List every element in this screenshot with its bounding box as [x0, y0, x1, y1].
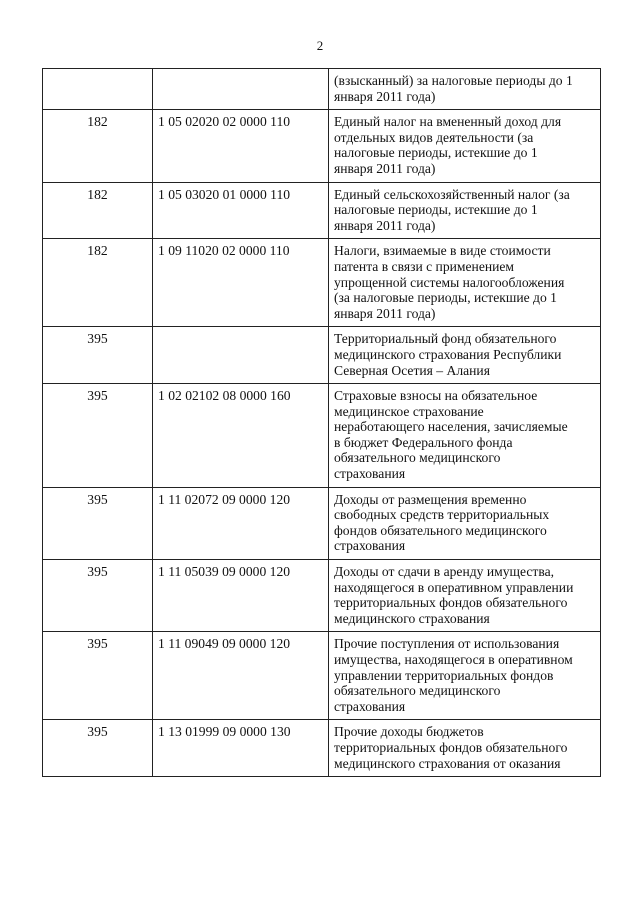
admin-code-cell: 395 [43, 327, 153, 384]
budget-classification-code-cell: 1 02 02102 08 0000 160 [153, 384, 329, 488]
revenue-name-line: страхования [334, 466, 406, 482]
revenue-name-cell [329, 560, 601, 632]
revenue-name-line: медицинского страхования [334, 610, 490, 626]
revenue-name-cell [329, 487, 601, 559]
table-row [43, 487, 601, 559]
revenue-name-line: января 2011 года) [334, 217, 436, 233]
revenue-name-line: Прочие доходы бюджетов [334, 724, 484, 740]
revenue-name-line: страхования [334, 538, 406, 554]
admin-code-cell: 395 [43, 384, 153, 488]
revenue-name-line: неработающего населения, зачисляемые [334, 419, 568, 435]
revenue-name-line: Прочие поступления от использования [334, 636, 560, 652]
revenue-name-line: Единый налог на вмененный доход для [334, 114, 562, 130]
revenue-name-line: Страховые взносы на обязательное [334, 388, 538, 404]
revenue-name-line: отдельных видов деятельности (за [334, 129, 534, 145]
table-row [43, 720, 601, 777]
budget-classification-code-cell: 1 05 03020 01 0000 110 [153, 182, 329, 239]
revenue-name-line: января 2011 года) [334, 305, 436, 321]
table-row [43, 110, 601, 182]
admin-code-cell: 395 [43, 560, 153, 632]
revenue-name-line: находящегося в оперативном управлении [334, 579, 574, 595]
revenue-name-line: Доходы от размещения временно [334, 491, 527, 507]
budget-classification-code-cell: 1 05 02020 02 0000 110 [153, 110, 329, 182]
revenue-name-line: медицинское страхование [334, 403, 484, 419]
budget-classification-code-cell: 1 11 09049 09 0000 120 [153, 632, 329, 720]
admin-code-cell: 182 [43, 110, 153, 182]
revenue-name-line: страхования [334, 698, 406, 714]
budget-classification-code-cell [153, 69, 329, 110]
table-row [43, 69, 601, 110]
revenue-name-cell [329, 632, 601, 720]
revenue-name-cell [329, 720, 601, 777]
revenue-name-line: Территориальный фонд обязательного [334, 331, 557, 347]
revenue-name-cell [329, 239, 601, 327]
page-number: 2 [316, 38, 324, 53]
revenue-name-line: налоговые периоды, истекшие до 1 [334, 145, 538, 161]
revenue-name-line: имущества, находящегося в оперативном [334, 652, 573, 667]
budget-classification-code-cell: 1 11 05039 09 0000 120 [153, 560, 329, 632]
table-row [43, 632, 601, 720]
revenue-name-line: медицинского страхования Республики [334, 346, 562, 362]
budget-classification-code-cell: 1 11 02072 09 0000 120 [153, 487, 329, 559]
revenue-name-cell [329, 182, 601, 239]
revenue-name-line: (за налоговые периоды, истекшие до 1 [334, 290, 557, 306]
admin-code-cell: 395 [43, 487, 153, 559]
revenue-name-line: налоговые периоды, истекшие до 1 [334, 202, 538, 218]
revenue-name-line: Единый сельскохозяйственный налог (за [334, 186, 570, 202]
admin-code-cell: 395 [43, 720, 153, 777]
table-row [43, 239, 601, 327]
budget-classification-code-cell: 1 13 01999 09 0000 130 [153, 720, 329, 777]
budget-classification-code-cell: 1 09 11020 02 0000 110 [153, 239, 329, 327]
revenue-name-line: медицинского страхования от оказания [334, 755, 561, 771]
revenue-name-line: патента в связи с применением [334, 258, 515, 274]
table-row [43, 560, 601, 632]
revenue-name-line: территориальных фондов обязательного [334, 595, 568, 611]
admin-code-cell [43, 69, 153, 110]
revenue-name-line: января 2011 года) [334, 160, 436, 176]
revenue-name-line: обязательного медицинского [334, 683, 501, 699]
revenue-name-cell [329, 69, 601, 110]
table-row [43, 327, 601, 384]
revenue-codes-table [42, 68, 601, 777]
revenue-name-line: свободных средств территориальных [334, 507, 550, 523]
revenue-name-line: упрощенной системы налогообложения [334, 274, 565, 290]
admin-code-cell: 182 [43, 182, 153, 239]
admin-code-cell: 395 [43, 632, 153, 720]
table-body [43, 69, 601, 777]
revenue-name-line: фондов обязательного медицинского [334, 522, 547, 538]
revenue-name-line: обязательного медицинского [334, 450, 501, 466]
revenue-name-line: Доходы от сдачи в аренду имущества, [334, 564, 554, 580]
revenue-name-line: (взысканный) за налоговые периоды до 1 [334, 73, 573, 88]
admin-code-cell: 182 [43, 239, 153, 327]
revenue-name-cell [329, 110, 601, 182]
revenue-name-line: Северная Осетия – Алания [334, 362, 490, 378]
revenue-name-line: Налоги, взимаемые в виде стоимости [334, 243, 551, 259]
revenue-name-line: января 2011 года) [334, 88, 436, 104]
revenue-name-cell [329, 384, 601, 488]
revenue-name-cell [329, 327, 601, 384]
revenue-name-line: территориальных фондов обязательного [334, 739, 568, 755]
budget-classification-code-cell [153, 327, 329, 384]
table-row [43, 182, 601, 239]
revenue-name-line: в бюджет Федерального фонда [334, 434, 513, 450]
table-row [43, 384, 601, 488]
revenue-name-line: управлении территориальных фондов [334, 667, 554, 683]
